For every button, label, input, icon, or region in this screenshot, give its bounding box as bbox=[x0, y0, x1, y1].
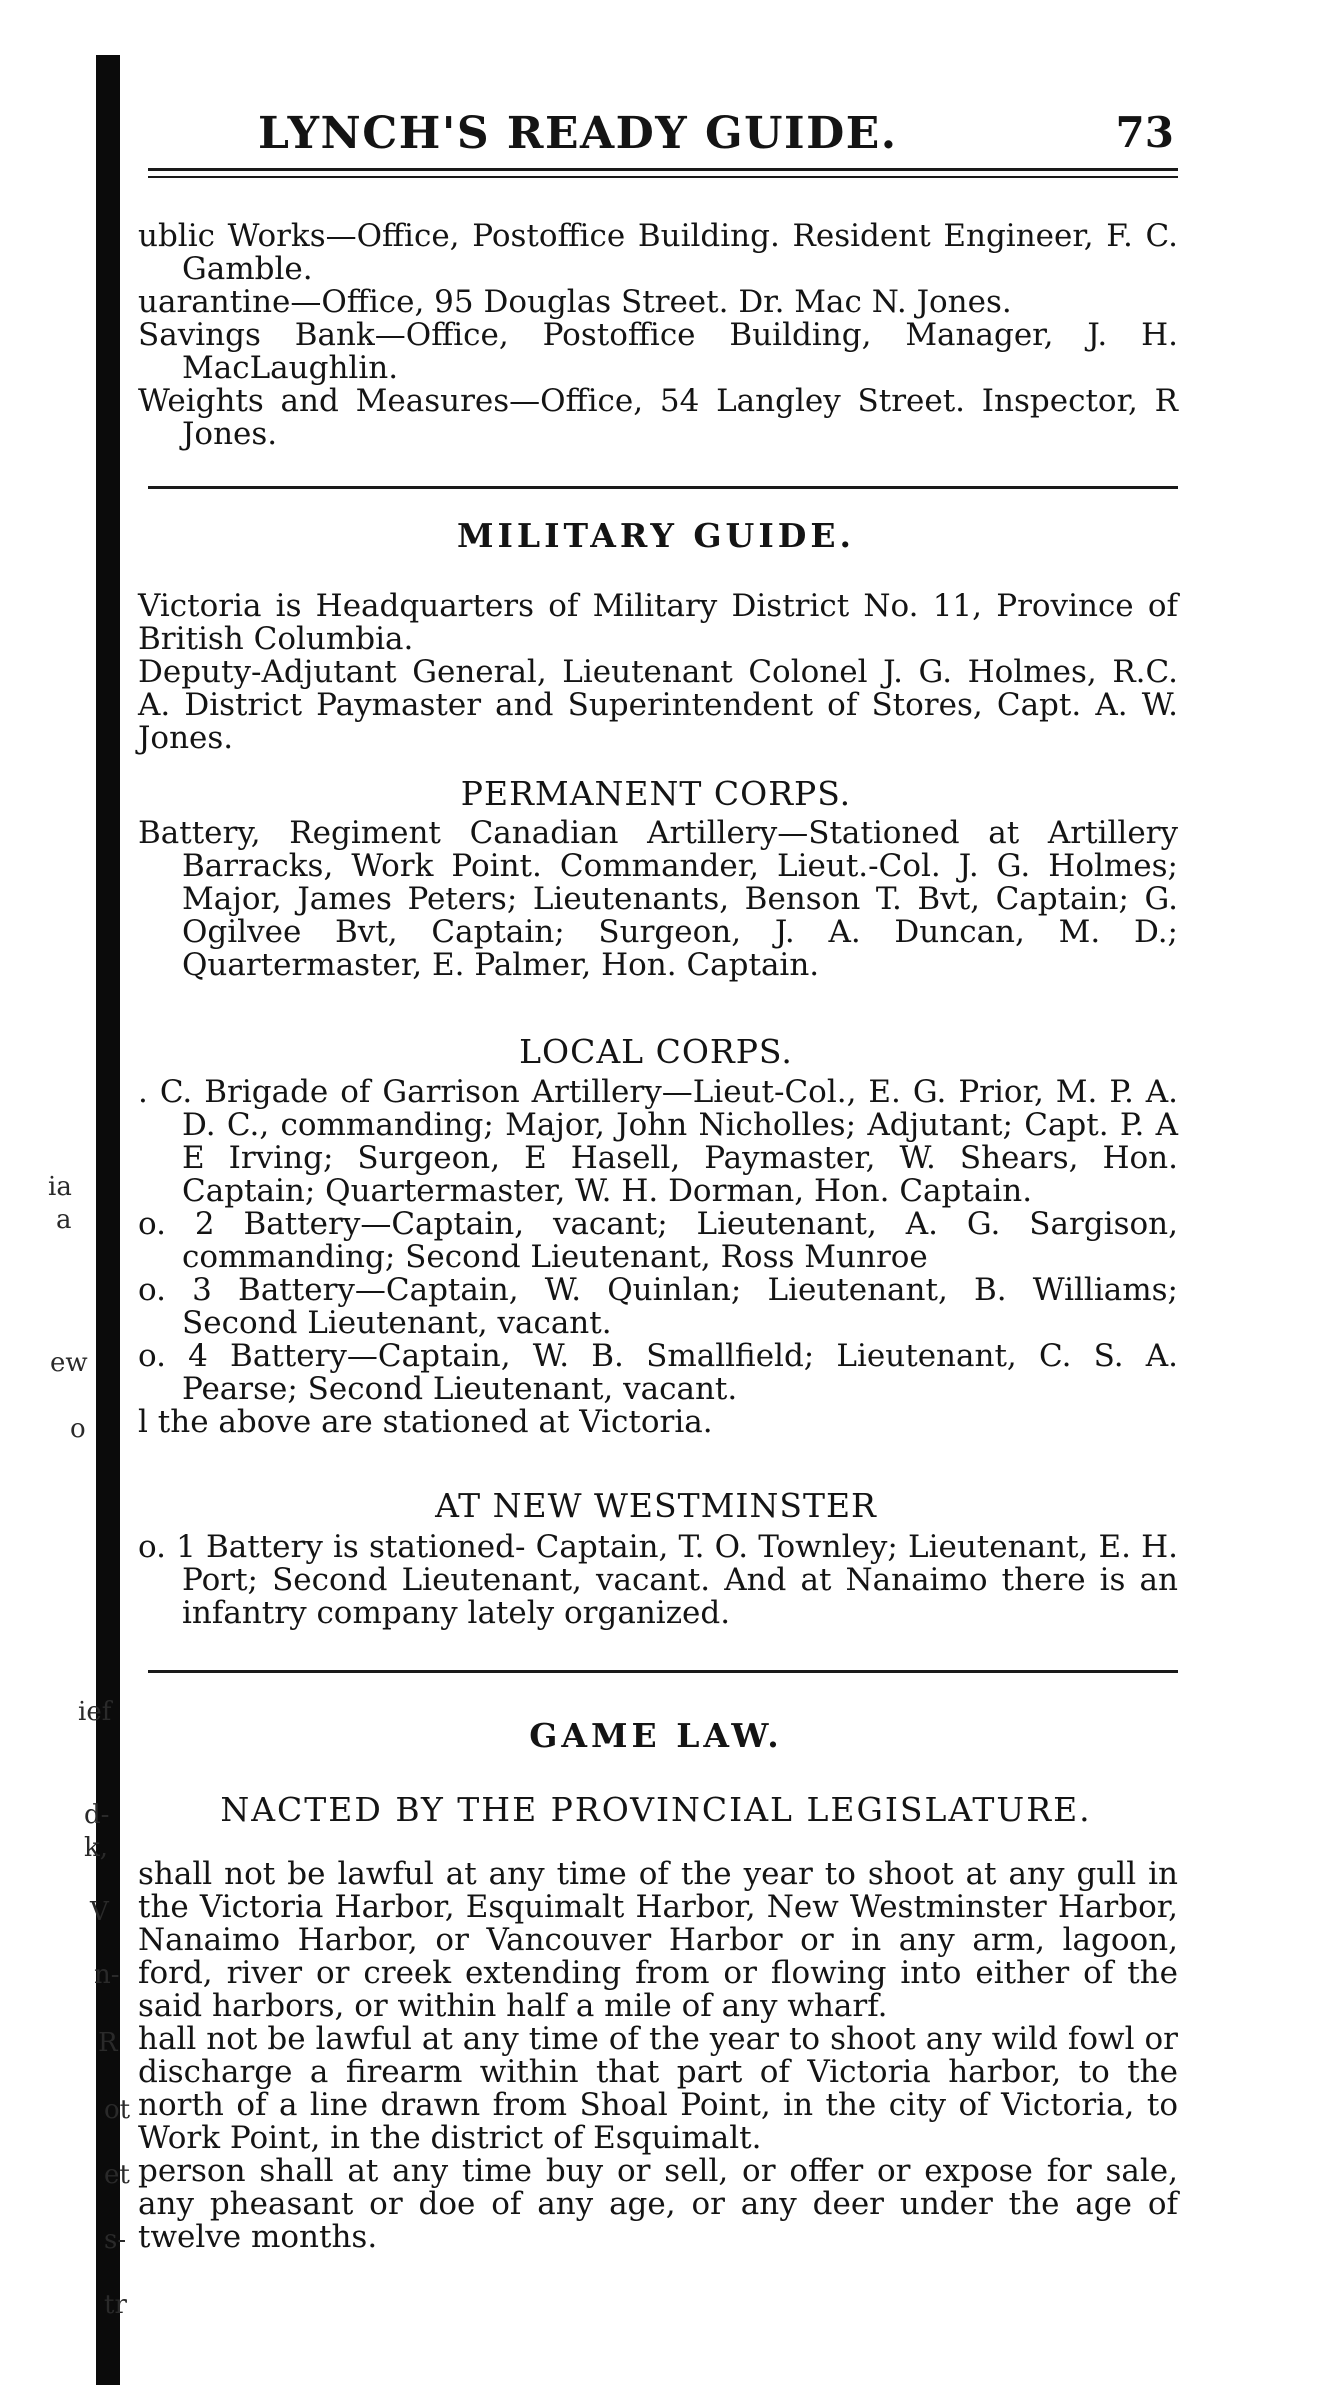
public-offices-list bbox=[138, 220, 1178, 451]
list-item: Weights and Measures—Office, 54 Langley Street. Inspector, R Jones. bbox=[138, 383, 1178, 452]
margin-fragment: o bbox=[70, 1414, 86, 1444]
section-divider bbox=[148, 486, 1178, 489]
list-item: ublic Works—Office, Postoffice Building. Resident Engineer, F. C. Gamble. bbox=[138, 218, 1178, 287]
section-title-military-guide: MILITARY GUIDE. bbox=[456, 516, 856, 555]
section-title-game-law: GAME LAW. bbox=[529, 1716, 783, 1755]
header-rule-secondary bbox=[148, 176, 1178, 178]
margin-fragment: ot bbox=[104, 2095, 131, 2125]
local-corps-list bbox=[138, 1076, 1178, 1439]
paragraph: shall not be lawful at any time of the year to shoot at any gull in the Victoria Harbor, Esquimalt Harbor, New Westminster Harbor, Nanaimo Harbor, or Vancouver Harbor or in any arm, lagoon, ford, river or creek extending from or flowing into either of the said harbors, or within half a mile of any wharf. bbox=[138, 1856, 1178, 2024]
new-westminster-text bbox=[138, 1531, 1178, 1630]
margin-fragment: ew bbox=[50, 1348, 88, 1378]
paragraph: Victoria is Headquarters of Military District No. 11, Province of British Columbia. bbox=[138, 588, 1178, 657]
page-number: 73 bbox=[1115, 108, 1174, 157]
section-divider bbox=[148, 1670, 1178, 1673]
list-item: uarantine—Office, 95 Douglas Street. Dr. Mac N. Jones. bbox=[138, 284, 1012, 320]
margin-fragment: ia bbox=[48, 1172, 72, 1202]
paragraph: hall not be lawful at any time of the year to shoot any wild fowl or discharge a firearm within that part of Victoria harbor, to the north of a line drawn from Shoal Point, in the city of Victoria, to Work Point, in the district of Esquimalt. bbox=[138, 2021, 1178, 2156]
game-law-subtitle: NACTED BY THE PROVINCIAL LEGISLATURE. bbox=[220, 1790, 1092, 1829]
list-item: o. 3 Battery—Captain, W. Quinlan; Lieutenant, B. Williams; Second Lieutenant, vacant. bbox=[138, 1272, 1178, 1341]
list-item: Savings Bank—Office, Postoffice Building, Manager, J. H. MacLaughlin. bbox=[138, 317, 1178, 386]
margin-fragment: s- bbox=[104, 2225, 127, 2255]
list-item: o. 2 Battery—Captain, vacant; Lieutenant, A. G. Sargison, commanding; Second Lieutenant, Ross Munroe bbox=[138, 1206, 1178, 1275]
section-subtitle-new-westminster: AT NEW WESTMINSTER bbox=[435, 1486, 877, 1525]
book-page bbox=[128, 0, 1184, 2392]
margin-fragment: a bbox=[56, 1205, 72, 1235]
permanent-corps-text bbox=[138, 817, 1178, 982]
margin-fragment: R bbox=[98, 2028, 118, 2058]
section-subtitle-permanent-corps: PERMANENT CORPS. bbox=[460, 774, 852, 813]
paragraph: Deputy-Adjutant General, Lieutenant Colonel J. G. Holmes, R.C. A. District Paymaster and Superintendent of Stores, Capt. A. W. Jones. bbox=[138, 654, 1178, 756]
margin-fragment: et bbox=[104, 2160, 130, 2190]
margin-fragment: ief bbox=[78, 1697, 112, 1727]
paragraph: Battery, Regiment Canadian Artillery—Stationed at Artillery Barracks, Work Point. Commander, Lieut.-Col. J. G. Holmes; Major, James Peters; Lieutenants, Benson T. Bvt, Captain; G. Ogilvee Bvt, Captain; Surgeon, J. A. Duncan, M. D.; Quartermaster, E. Palmer, Hon. Captain. bbox=[138, 815, 1178, 983]
list-item: o. 4 Battery—Captain, W. B. Smallfield; Lieutenant, C. S. A. Pearse; Second Lieutenant, vacant. bbox=[138, 1338, 1178, 1407]
margin-fragment: V bbox=[90, 1897, 109, 1927]
list-item: . C. Brigade of Garrison Artillery—Lieut-Col., E. G. Prior, M. P. A. D. C., commanding; Major, John Nicholles; Adjutant; Capt. P. A E Irving; Surgeon, E Hasell, Paymaster, W. Shears, Hon. Captain; Quartermaster, W. H. Dorman, Hon. Captain. bbox=[138, 1074, 1178, 1209]
margin-fragment: n- bbox=[94, 1960, 120, 1990]
paragraph: person shall at any time buy or sell, or offer or expose for sale, any pheasant or doe of any age, or any deer under the age of twelve months. bbox=[138, 2153, 1178, 2255]
margin-fragment: tr bbox=[104, 2290, 127, 2320]
page-header bbox=[128, 108, 1184, 168]
list-item: l the above are stationed at Victoria. bbox=[138, 1404, 713, 1440]
running-title: LYNCH'S READY GUIDE. bbox=[258, 108, 898, 159]
paragraph: o. 1 Battery is stationed- Captain, T. O. Townley; Lieutenant, E. H. Port; Second Lieutenant, vacant. And at Nanaimo there is an infantry company lately organized. bbox=[138, 1529, 1178, 1631]
margin-fragment: k, bbox=[84, 1833, 109, 1863]
margin-fragment: d- bbox=[84, 1800, 110, 1830]
header-rule bbox=[148, 168, 1178, 171]
military-intro bbox=[138, 590, 1178, 755]
game-law-text bbox=[138, 1858, 1178, 2254]
section-subtitle-local-corps: LOCAL CORPS. bbox=[519, 1032, 793, 1071]
